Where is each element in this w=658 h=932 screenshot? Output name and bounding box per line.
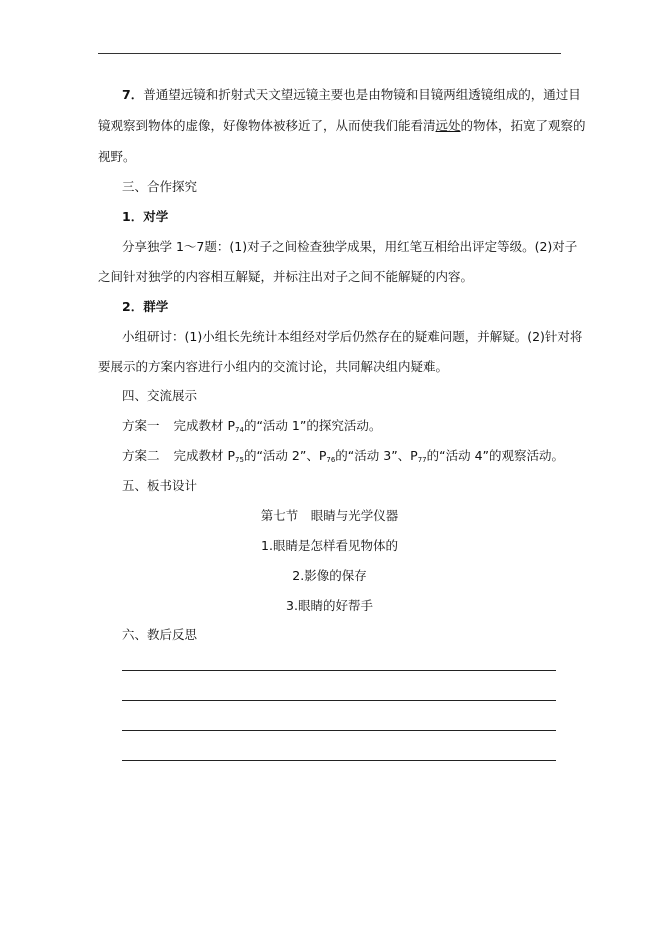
reflection-line-3 <box>122 730 556 731</box>
section-3-h1-line1: 分享独学 1～7题：(1)对子之间检查独学成果，用红笔互相给出评定等级。(2)对子 <box>122 239 578 254</box>
p7-text-1: 普通望远镜和折射式天文望远镜主要也是由物镜和目镜两组透镜组成的，通过目 <box>143 87 581 102</box>
reflection-line-2 <box>122 700 556 701</box>
section-6-title: 六、教后反思 <box>122 627 198 642</box>
plan-2-text-c: 的“活动 3”、P <box>335 448 418 463</box>
plan-1 <box>98 411 561 445</box>
reflection-line-1 <box>122 670 556 671</box>
plan-2-label: 方案二 <box>122 448 160 463</box>
plan-1-label: 方案一 <box>122 418 160 433</box>
section-3-h1-line2: 之间针对独学的内容相互解疑，并标注出对子之间不能解疑的内容。 <box>98 269 474 284</box>
section-3-h2-line2: 要展示的方案内容进行小组内的交流讨论，共同解决组内疑难。 <box>98 359 449 374</box>
section-3-h2-line1: 小组研讨：(1)小组长先统计本组经对学后仍然存在的疑难问题，并解疑。(2)针对将 <box>122 329 583 344</box>
p7-line-3: 视野。 <box>98 149 136 164</box>
board-item-3: 3.眼睛的好帮手 <box>286 598 373 613</box>
p7-line-2 <box>98 111 586 141</box>
plan-2-text-a: 完成教材 P <box>173 448 236 463</box>
plan-2 <box>98 441 565 475</box>
plan-2-text-b: 的“活动 2”、P <box>243 448 327 463</box>
header-rule <box>98 53 561 54</box>
plan-2-page-1: 75 <box>235 456 244 464</box>
section-4-title: 四、交流展示 <box>122 388 198 403</box>
reflection-line-4 <box>122 760 556 761</box>
p7-text-2a: 镜观察到物体的虚像，好像物体被移近了，从而使我们能看清 <box>98 118 436 133</box>
plan-1-text-b: 的“活动 1”的探究活动。 <box>243 418 382 433</box>
board-item-1: 1.眼睛是怎样看见物体的 <box>261 538 398 553</box>
plan-1-text-a: 完成教材 P <box>173 418 236 433</box>
p7-underlined: 远处 <box>435 118 461 133</box>
item-number: 7． <box>122 87 144 102</box>
plan-2-page-2: 76 <box>326 456 336 464</box>
plan-1-page: 74 <box>235 426 244 434</box>
board-title: 第七节 眼睛与光学仪器 <box>260 508 399 523</box>
plan-2-text-d: 的“活动 4”的观察活动。 <box>426 448 565 463</box>
section-3-h1: 1．对学 <box>122 209 169 224</box>
section-5-title: 五、板书设计 <box>122 478 198 493</box>
p7-line-1 <box>98 80 581 110</box>
section-3-h2: 2．群学 <box>122 299 169 314</box>
p7-text-2b: 的物体，拓宽了观察的 <box>460 118 586 133</box>
section-3-title: 三、合作探究 <box>122 179 198 194</box>
plan-2-page-3: 77 <box>417 456 427 464</box>
board-item-2: 2.影像的保存 <box>292 568 367 583</box>
